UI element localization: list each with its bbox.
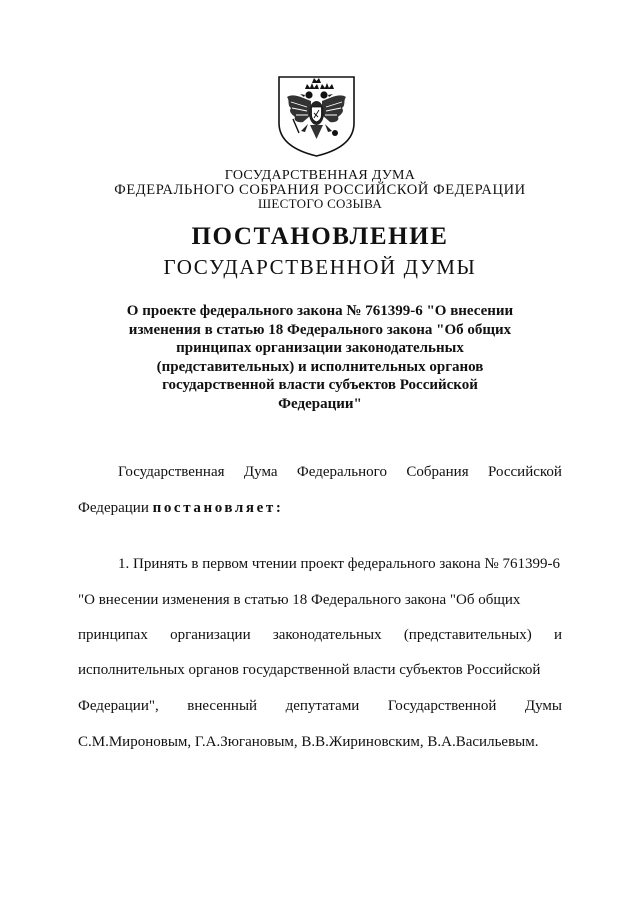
clause-word: принципах [78, 627, 148, 643]
preamble-line-2 [78, 499, 562, 517]
clause-1-line-1: 1. Принять в первом чтении проект федерального закона № 761399-6 [118, 556, 560, 572]
resolves-word: постановляет: [152, 500, 284, 516]
clause-1-line-4: исполнительных органов государственной власти субъектов Российской [78, 662, 541, 678]
preamble-word: Государственная [118, 464, 225, 480]
clause-word: законодательных [272, 627, 382, 643]
subject-line: принципах организации законодательных [176, 340, 464, 356]
clause-1-line-6: С.М.Мироновым, Г.А.Зюгановым, В.В.Жириновским, В.А.Васильевым. [78, 734, 539, 750]
clause-word: (представительных) [403, 627, 532, 643]
preamble-line-1 [118, 463, 562, 481]
clause-1-line-5 [78, 697, 562, 715]
header-duma: ГОСУДАРСТВЕННАЯ ДУМА [224, 168, 416, 183]
preamble-text: Федерации [78, 500, 149, 516]
subject-line: О проекте федерального закона № 761399-6 "О внесении [126, 303, 514, 319]
header-federal-assembly: ФЕДЕРАЛЬНОГО СОБРАНИЯ РОССИЙСКОЙ ФЕДЕРАЦИИ [114, 182, 526, 198]
clause-word: депутатами [285, 698, 360, 714]
clause-word: Федерации", [78, 698, 159, 714]
preamble-word: Собрания [406, 464, 469, 480]
preamble-word: Российской [488, 464, 562, 480]
clause-1-line-2: "О внесении изменения в статью 18 Федерального закона "Об общих [78, 592, 521, 608]
clause-1-line-3 [78, 626, 562, 644]
clause-word: Государственной [387, 698, 497, 714]
subject-line: Федерации" [278, 395, 362, 412]
document-title: ПОСТАНОВЛЕНИЕ [191, 223, 449, 250]
document-subtitle: ГОСУДАРСТВЕННОЙ ДУМЫ [163, 255, 477, 279]
subject-line: государственной власти субъектов Российской [162, 377, 478, 393]
preamble-word: Федерального [296, 464, 387, 480]
clause-word: Думы [524, 698, 562, 714]
clause-word: и [553, 627, 562, 643]
header-convocation: ШЕСТОГО СОЗЫВА [257, 196, 383, 211]
clause-word: организации [170, 627, 251, 643]
subject-heading [100, 302, 540, 413]
subject-line: изменения в статью 18 Федерального закона "Об общих [128, 321, 512, 338]
clause-word: внесенный [187, 698, 258, 714]
preamble-word: Дума [243, 464, 278, 480]
coat-of-arms-emblem [275, 75, 358, 158]
subject-line: (представительных) и исполнительных органов [156, 358, 484, 375]
